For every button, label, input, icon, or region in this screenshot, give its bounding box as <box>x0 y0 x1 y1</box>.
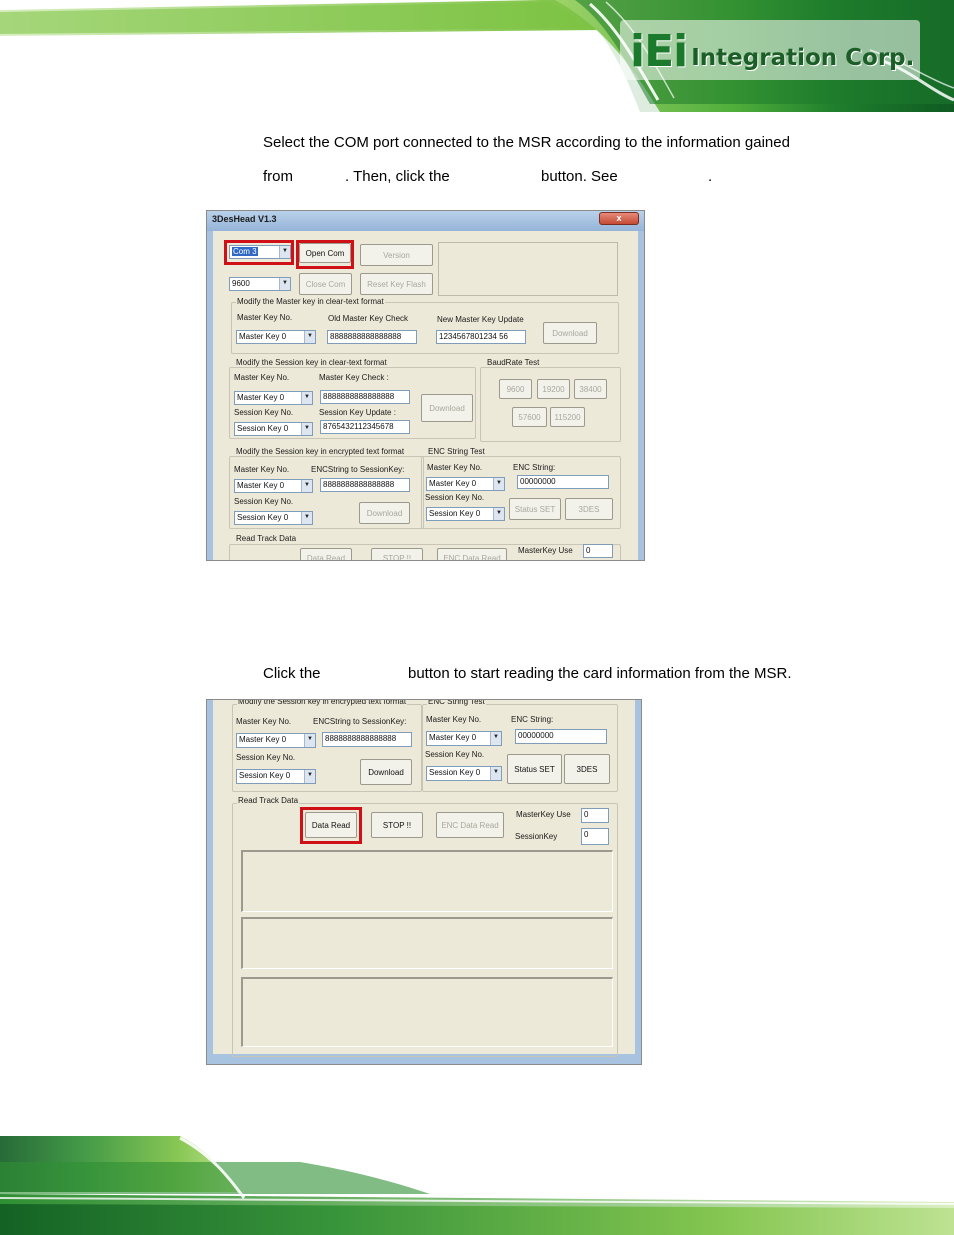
chevron-down-icon[interactable]: ▼ <box>493 508 504 520</box>
test-session-key-select[interactable] <box>426 507 505 521</box>
step1-button-see: button. See <box>541 168 618 185</box>
chevron-down-icon[interactable]: ▼ <box>304 770 315 783</box>
new-master-key-update-label: New Master Key Update <box>437 315 524 324</box>
master-key-no-label: Master Key No. <box>237 313 293 322</box>
masterkey-use-field[interactable]: 0 <box>583 544 613 558</box>
enc-string-field[interactable]: 00000000 <box>515 729 607 744</box>
read-track-data-title: Read Track Data <box>238 796 299 805</box>
test-master-key-value: Master Key 0 <box>429 479 477 488</box>
step2-click-the: Click the <box>263 665 321 682</box>
baud-115200-button[interactable]: 115200 <box>550 407 585 427</box>
window-titlebar <box>207 211 644 231</box>
footer-decoration <box>0 1132 954 1235</box>
chevron-down-icon[interactable]: ▼ <box>301 392 312 404</box>
master-key-select-value: Master Key 0 <box>239 332 287 341</box>
chevron-down-icon[interactable]: ▼ <box>304 331 315 343</box>
com-port-highlight <box>224 240 294 265</box>
test-session-key-no-label: Session Key No. <box>425 750 485 759</box>
enc-master-key-value: Master Key 0 <box>239 735 287 744</box>
brand-logo <box>630 26 915 77</box>
test-master-key-select[interactable] <box>426 477 505 491</box>
master-key-check-field[interactable]: 8888888888888888 <box>320 390 410 404</box>
old-master-key-check-label: Old Master Key Check <box>328 314 409 323</box>
com-port-value: Com 3 <box>233 247 257 256</box>
step1-then-click: . Then, click the <box>345 168 450 185</box>
data-read-highlight <box>300 807 362 844</box>
status-set-button[interactable]: Status SET <box>507 754 562 784</box>
stop-button[interactable]: STOP !! <box>371 812 423 838</box>
master-key-select[interactable] <box>236 330 316 344</box>
reset-key-flash-button[interactable]: Reset Key Flash <box>360 273 433 295</box>
chevron-down-icon[interactable]: ▼ <box>490 767 501 780</box>
encstring-field[interactable]: 8888888888888888 <box>320 478 410 492</box>
baudrate-test-title: BaudRate Test <box>487 358 540 367</box>
app-window-screenshot-2 <box>206 699 642 1065</box>
enc-string-label: ENC String: <box>513 463 556 472</box>
step1-line1-text: Select the COM port connected to the MSR according to the information gained <box>263 134 790 151</box>
baud-57600-button[interactable]: 57600 <box>512 407 547 427</box>
chevron-down-icon[interactable]: ▼ <box>279 246 290 258</box>
enc-data-read-button[interactable]: ENC Data Read <box>436 812 504 838</box>
window-frame-left <box>207 231 213 560</box>
step1-period: . <box>708 168 713 185</box>
3des-button[interactable]: 3DES <box>565 498 613 520</box>
app-window-screenshot-1 <box>206 210 645 561</box>
encstring-label: ENCString to SessionKey: <box>313 717 407 726</box>
session-key-value: Session Key 0 <box>237 424 289 433</box>
page-header-band <box>0 0 954 112</box>
info-display-panel <box>438 242 618 296</box>
enc-session-key-group-title: Modify the Session key in encrypted text format <box>238 699 407 706</box>
enc-master-key-value: Master Key 0 <box>237 481 285 490</box>
step2-rest: button to start reading the card information from the MSR. <box>408 665 792 682</box>
masterkey-use-label: MasterKey Use <box>518 546 573 555</box>
track-data-box-2[interactable] <box>241 917 613 969</box>
session-master-key-no-label: Master Key No. <box>234 373 290 382</box>
stop-button[interactable]: STOP !! <box>371 548 423 561</box>
masterkey-use-field[interactable]: 0 <box>581 808 609 823</box>
track-data-box-3[interactable] <box>241 977 613 1047</box>
test-session-key-no-label: Session Key No. <box>425 493 485 502</box>
old-master-key-check-field[interactable]: 8888888888888888 <box>327 330 417 344</box>
read-track-data-title: Read Track Data <box>236 534 297 543</box>
enc-session-key-select[interactable] <box>234 511 313 525</box>
open-com-button[interactable]: Open Com <box>299 243 351 263</box>
chevron-down-icon[interactable]: ▼ <box>279 278 290 290</box>
enc-session-key-group-title: Modify the Session key in encrypted text format <box>236 447 405 456</box>
step1-from: from <box>263 168 293 185</box>
data-read-button[interactable]: Data Read <box>305 812 357 838</box>
baud-19200-button[interactable]: 19200 <box>537 379 570 399</box>
chevron-down-icon[interactable]: ▼ <box>301 423 312 435</box>
enc-master-key-no-label: Master Key No. <box>236 717 292 726</box>
sessionkey-field[interactable]: 0 <box>581 828 609 845</box>
baud-rate-select[interactable] <box>229 277 291 291</box>
new-master-key-update-field[interactable]: 1234567801234 56 <box>436 330 526 344</box>
3des-button[interactable]: 3DES <box>564 754 610 784</box>
test-session-key-value: Session Key 0 <box>429 768 481 777</box>
test-session-key-select[interactable] <box>426 766 502 781</box>
enc-string-label: ENC String: <box>511 715 554 724</box>
session-key-no-label: Session Key No. <box>234 408 294 417</box>
session-key-group-title: Modify the Session key in clear-text format <box>236 358 387 367</box>
session-download-button[interactable]: Download <box>421 394 473 422</box>
window-frame-left <box>207 700 213 1064</box>
encstring-label: ENCString to SessionKey: <box>311 465 405 474</box>
masterkey-use-label: MasterKey Use <box>516 810 571 819</box>
enc-master-key-select[interactable] <box>236 733 316 748</box>
session-key-select[interactable] <box>234 422 313 436</box>
session-master-key-value: Master Key 0 <box>237 393 285 402</box>
test-master-key-no-label: Master Key No. <box>427 463 483 472</box>
enc-string-test-title: ENC String Test <box>428 699 485 706</box>
track-data-box-1[interactable] <box>241 850 613 912</box>
baud-9600-button[interactable]: 9600 <box>499 379 532 399</box>
window-frame-right <box>635 700 641 1064</box>
page-footer-band <box>0 1132 954 1235</box>
test-master-key-select[interactable] <box>426 731 502 746</box>
enc-session-key-value: Session Key 0 <box>237 513 289 522</box>
baud-38400-button[interactable]: 38400 <box>574 379 607 399</box>
brand-mark: iEi <box>630 26 688 77</box>
chevron-down-icon[interactable]: ▼ <box>304 734 315 747</box>
session-key-update-field[interactable]: 8765432112345678 <box>320 420 410 434</box>
test-session-key-value: Session Key 0 <box>429 509 481 518</box>
test-master-key-value: Master Key 0 <box>429 733 477 742</box>
close-com-button[interactable]: Close Com <box>299 273 352 295</box>
enc-data-read-button[interactable]: ENC Data Read <box>437 548 507 561</box>
brand-name: Integration Corp. <box>691 45 915 71</box>
encstring-field[interactable]: 8888888888888888 <box>322 732 412 747</box>
enc-session-key-no-label: Session Key No. <box>234 497 294 506</box>
window-title: 3DesHead V1.3 <box>212 214 277 224</box>
master-key-check-label: Master Key Check : <box>319 373 389 382</box>
window-close-button[interactable]: x <box>599 212 639 225</box>
enc-string-field[interactable]: 00000000 <box>517 475 609 489</box>
enc-string-test-title: ENC String Test <box>428 447 485 456</box>
chevron-down-icon[interactable]: ▼ <box>301 480 312 492</box>
chevron-down-icon[interactable]: ▼ <box>301 512 312 524</box>
session-key-update-label: Session Key Update : <box>319 408 396 417</box>
status-set-button[interactable]: Status SET <box>509 498 561 520</box>
chevron-down-icon[interactable]: ▼ <box>493 478 504 490</box>
enc-session-download-button[interactable]: Download <box>359 502 410 524</box>
open-com-highlight <box>296 240 354 269</box>
test-master-key-no-label: Master Key No. <box>426 715 482 724</box>
enc-session-key-no-label: Session Key No. <box>236 753 296 762</box>
enc-master-key-no-label: Master Key No. <box>234 465 290 474</box>
window-frame-right <box>638 231 644 560</box>
version-button[interactable]: Version <box>360 244 433 266</box>
enc-session-key-select[interactable] <box>236 769 316 784</box>
chevron-down-icon[interactable]: ▼ <box>490 732 501 745</box>
data-read-button[interactable]: Data Read <box>300 548 352 561</box>
baud-rate-value: 9600 <box>232 279 250 288</box>
enc-master-key-select[interactable] <box>234 479 313 493</box>
sessionkey-label: SessionKey <box>515 832 558 841</box>
master-key-group-title: Modify the Master key in clear-text format <box>237 297 384 306</box>
session-master-key-select[interactable] <box>234 391 313 405</box>
enc-session-download-button[interactable]: Download <box>360 759 412 785</box>
enc-session-key-value: Session Key 0 <box>239 771 291 780</box>
master-download-button[interactable]: Download <box>543 322 597 344</box>
